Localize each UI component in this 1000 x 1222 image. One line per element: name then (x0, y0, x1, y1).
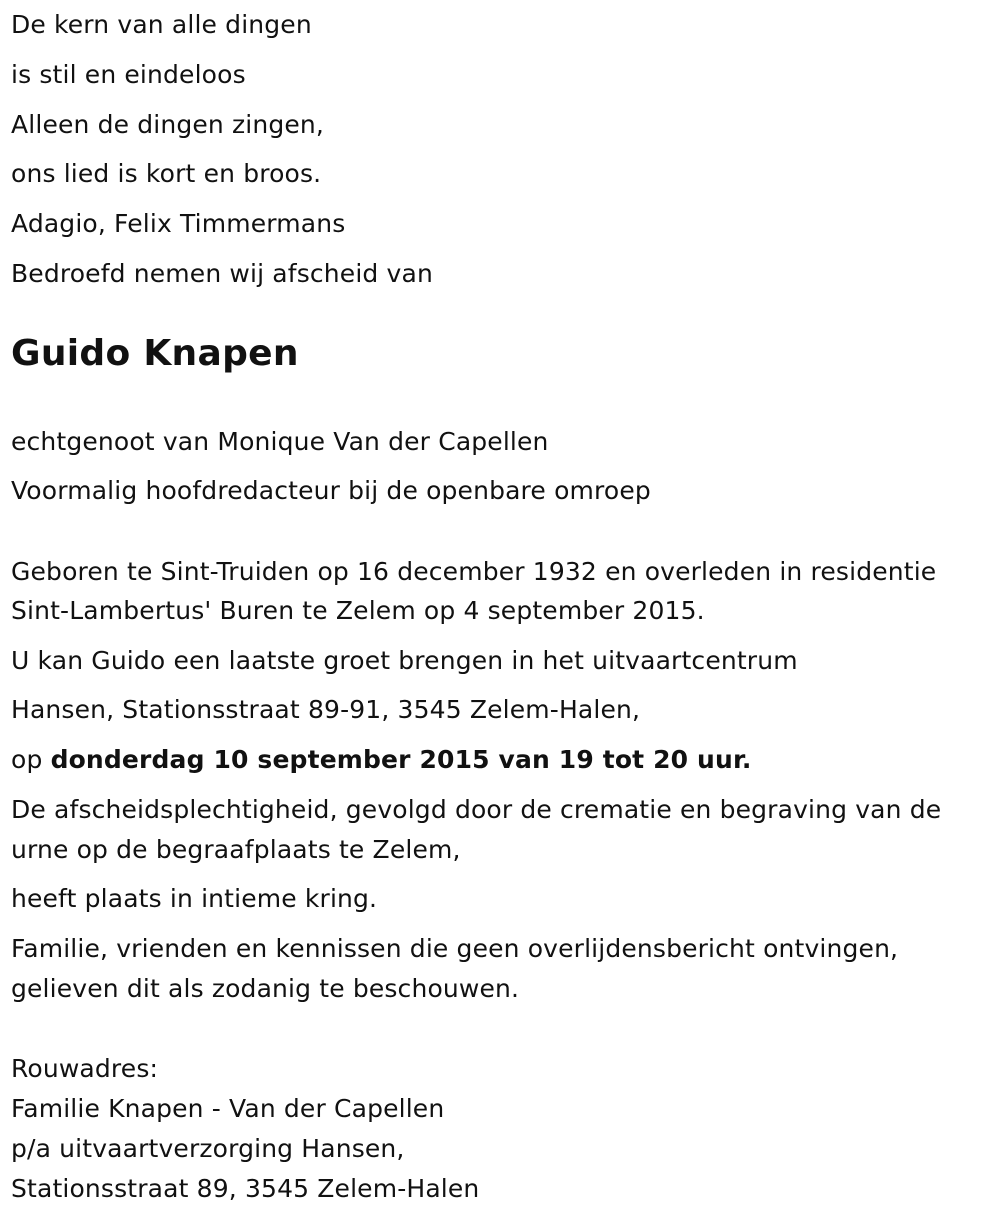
notice-line-1: Familie, vrienden en kennissen die geen overlijdensbericht ontvingen, (11, 934, 899, 963)
visitation-line-1: U kan Guido een laatste groet brengen in het uitvaartcentrum (11, 646, 798, 675)
poem-line-2: is stil en eindeloos (11, 60, 246, 89)
address-line-2: p/a uitvaartverzorging Hansen, (11, 1134, 405, 1163)
poem-line-4: ons lied is kort en broos. (11, 159, 322, 188)
ceremony-line-1: De afscheidsplechtigheid, gevolgd door de crematie en begraving van de (11, 795, 942, 824)
address-line-1: Familie Knapen - Van der Capellen (11, 1094, 445, 1123)
visitation-line-2: Hansen, Stationsstraat 89-91, 3545 Zelem-Halen, (11, 695, 641, 724)
visitation-prefix: op (11, 745, 51, 774)
notice-line-2: gelieven dit als zodanig te beschouwen. (11, 974, 520, 1003)
deceased-name: Guido Knapen (11, 333, 299, 374)
poem-line-1: De kern van alle dingen (11, 10, 312, 39)
visitation-datetime: donderdag 10 september 2015 van 19 tot 20 uur. (50, 745, 752, 774)
birth-death-line-1: Geboren te Sint-Truiden op 16 december 1932 en overleden in residentie (11, 557, 937, 586)
poem-line-3: Alleen de dingen zingen, (11, 110, 324, 139)
birth-death-line-2: Sint-Lambertus' Buren te Zelem op 4 september 2015. (11, 596, 705, 625)
intro-text: Bedroefd nemen wij afscheid van (11, 259, 433, 288)
occupation-text: Voormalig hoofdredacteur bij de openbare omroep (11, 476, 651, 505)
visitation-line-3 (11, 747, 752, 772)
poem-attribution: Adagio, Felix Timmermans (11, 209, 346, 238)
spouse-text: echtgenoot van Monique Van der Capellen (11, 427, 549, 456)
address-line-3: Stationsstraat 89, 3545 Zelem-Halen (11, 1174, 480, 1203)
ceremony-line-3: heeft plaats in intieme kring. (11, 884, 378, 913)
address-label: Rouwadres: (11, 1054, 159, 1083)
ceremony-line-2: urne op de begraafplaats te Zelem, (11, 835, 461, 864)
